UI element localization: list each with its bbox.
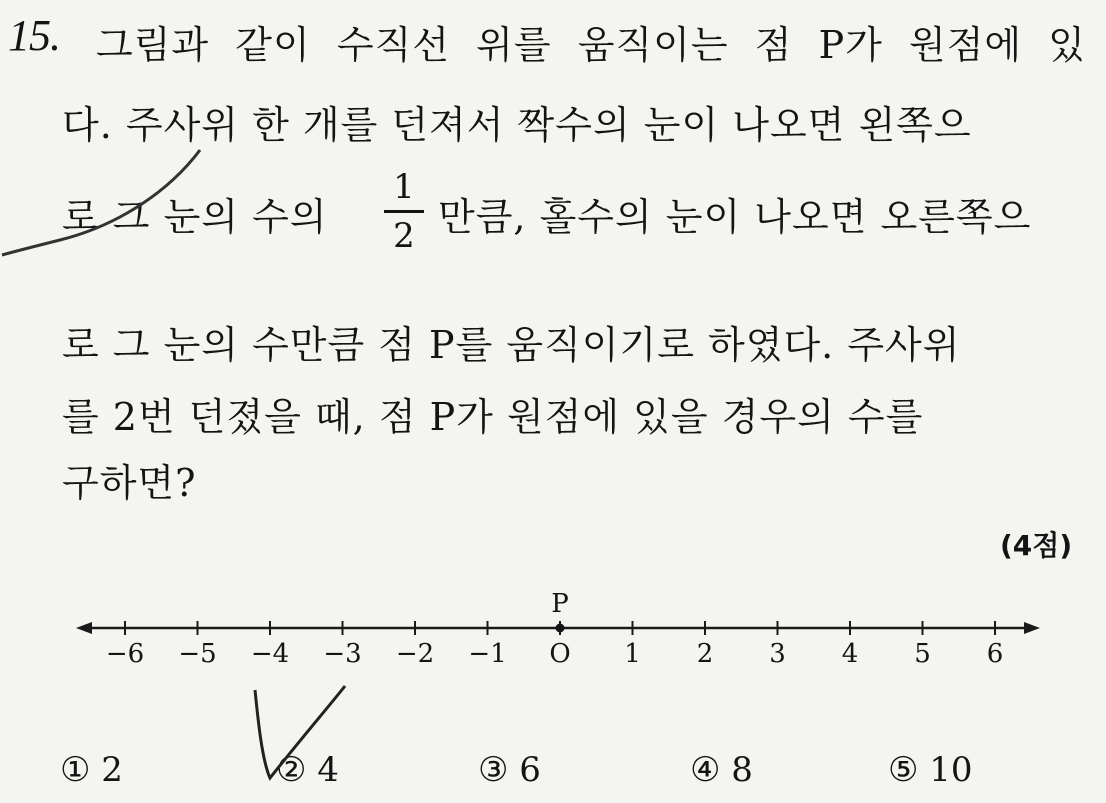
- question-line-1: 그림과 같이 수직선 위를 움직이는 점 P가 원점에 있: [96, 23, 1086, 67]
- question-line-3b: 만큼, 홀수의 눈이 나오면 오른쪽으: [438, 195, 1032, 239]
- tick-label: −5: [178, 639, 217, 669]
- choice-4[interactable]: ④ 8: [690, 750, 753, 790]
- fraction-numerator: 1: [393, 167, 415, 207]
- tick-label: −4: [250, 639, 290, 669]
- points-label: (4점): [1000, 529, 1073, 562]
- point-p-dot: [556, 624, 565, 633]
- tick-label: 3: [769, 639, 786, 669]
- choice-5[interactable]: ⑤ 10: [888, 750, 973, 790]
- question-line-3a: 로 그 눈의 수의: [62, 195, 328, 239]
- tick-label: 4: [841, 639, 859, 669]
- tick-label: O: [549, 639, 571, 669]
- question-number: 15.: [8, 11, 60, 60]
- answer-choices: [0, 750, 1106, 800]
- question-line-4: 로 그 눈의 수만큼 점 P를 움직이기로 하였다. 주사위: [62, 323, 961, 367]
- question-line-5: 를 2번 던졌을 때, 점 P가 원점에 있을 경우의 수를: [62, 395, 924, 439]
- tick-label: −1: [468, 639, 507, 669]
- tick-label: 5: [914, 639, 931, 669]
- tick-label: −6: [105, 639, 145, 669]
- left-arrow-icon: [76, 622, 92, 634]
- number-line-figure: [0, 570, 1106, 680]
- fraction-one-half: [384, 167, 424, 256]
- tick-label: 2: [696, 639, 714, 669]
- fraction-denominator: 2: [393, 216, 415, 256]
- point-p-label: P: [551, 589, 569, 619]
- choice-2[interactable]: ② 4: [276, 750, 339, 790]
- choice-1[interactable]: ① 2: [60, 750, 123, 790]
- question-line-6: 구하면?: [62, 461, 197, 505]
- right-arrow-icon: [1024, 622, 1040, 634]
- tick-label: 1: [624, 639, 641, 669]
- question-line-2: 다. 주사위 한 개를 던져서 짝수의 눈이 나오면 왼쪽으: [62, 103, 972, 147]
- choice-3[interactable]: ③ 6: [478, 750, 541, 790]
- fraction-bar: [384, 210, 424, 213]
- tick-label: 6: [986, 639, 1004, 669]
- tick-label: −3: [323, 639, 362, 669]
- tick-label: −2: [395, 639, 435, 669]
